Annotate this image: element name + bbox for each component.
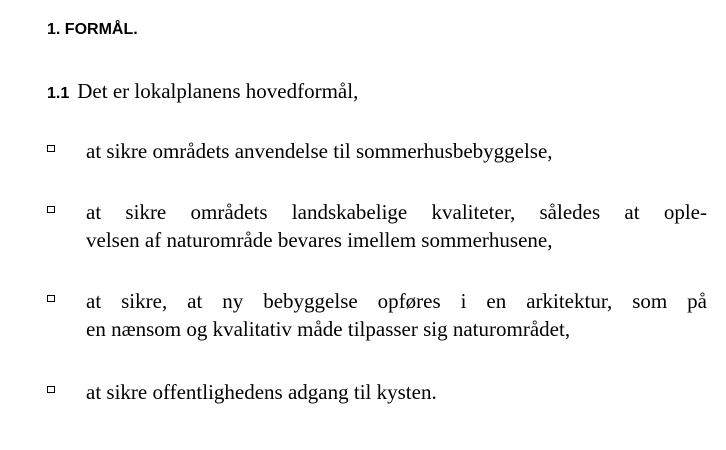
section-heading: 1. FORMÅL. bbox=[47, 21, 138, 38]
bullet-line: en nænsom og kvalitativ måde tilpasser sig naturområdet, bbox=[86, 317, 571, 341]
bullet-text bbox=[86, 378, 707, 406]
bullet-item-usage bbox=[47, 137, 707, 165]
hollow-square-bullet-icon bbox=[47, 295, 55, 302]
subsection-number: 1.1 bbox=[47, 85, 70, 102]
bullet-line: at sikre områdets landskabelige kvaliteter, således at ople- bbox=[86, 200, 707, 224]
bullet-line: at sikre offentlighedens adgang til kysten. bbox=[86, 380, 437, 404]
subsection-text: Det er lokalplanens hovedformål, bbox=[77, 79, 359, 103]
hollow-square-bullet-icon bbox=[47, 386, 55, 393]
bullet-line: at sikre områdets anvendelse til sommerhusbebyggelse, bbox=[86, 139, 553, 163]
hollow-square-bullet-icon bbox=[47, 206, 55, 213]
bullet-item-coast-access bbox=[47, 378, 707, 406]
subsection-heading bbox=[47, 77, 358, 108]
bullet-text bbox=[86, 137, 707, 165]
bullet-item-landscape bbox=[47, 198, 707, 254]
hollow-square-bullet-icon bbox=[47, 145, 55, 152]
bullet-line: velsen af naturområde bevares imellem sommerhusene, bbox=[86, 228, 553, 252]
bullet-text bbox=[86, 287, 707, 343]
bullet-text bbox=[86, 198, 707, 254]
bullet-line: at sikre, at ny bebyggelse opføres i en arkitektur, som på bbox=[86, 289, 707, 313]
bullet-item-architecture bbox=[47, 287, 707, 343]
